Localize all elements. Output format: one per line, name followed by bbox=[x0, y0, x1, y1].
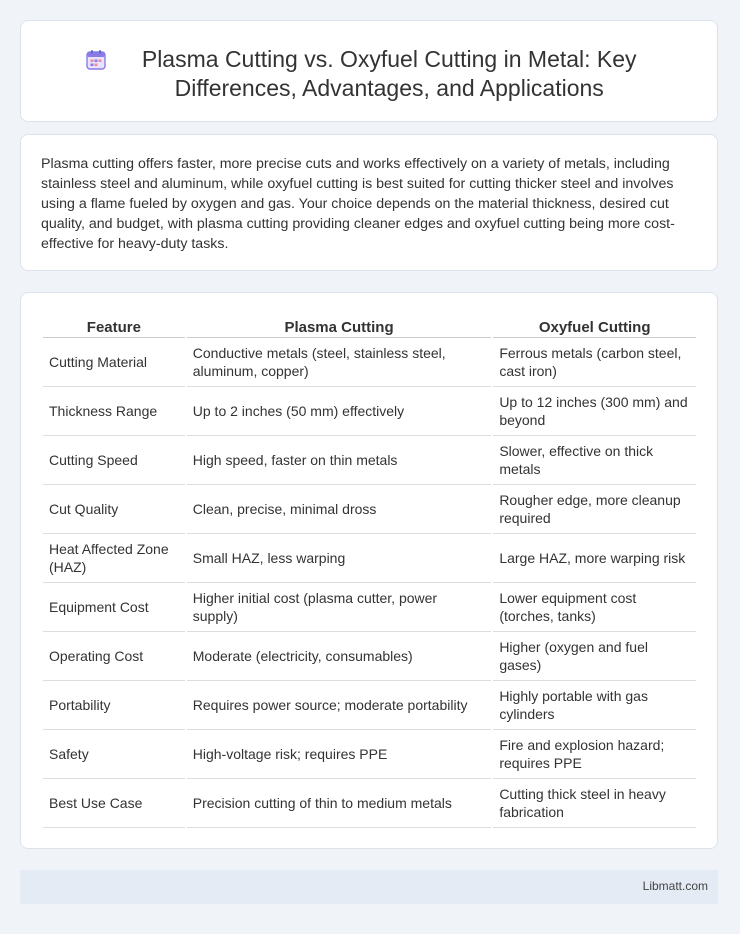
plasma-cell: Precision cutting of thin to medium metals bbox=[187, 779, 492, 828]
plasma-cell: High speed, faster on thin metals bbox=[187, 436, 492, 485]
oxyfuel-cell: Cutting thick steel in heavy fabrication bbox=[493, 779, 696, 828]
footer bbox=[20, 870, 718, 904]
plasma-cell: Conductive metals (steel, stainless steel, aluminum, copper) bbox=[187, 338, 492, 387]
table-row bbox=[43, 534, 696, 583]
feature-cell: Best Use Case bbox=[43, 779, 185, 828]
plasma-cell: Clean, precise, minimal dross bbox=[187, 485, 492, 534]
table-header-row bbox=[43, 315, 696, 338]
title-wrap bbox=[21, 45, 717, 103]
feature-cell: Equipment Cost bbox=[43, 583, 185, 632]
title-card bbox=[20, 20, 718, 122]
table-row bbox=[43, 681, 696, 730]
comparison-table-card bbox=[20, 292, 718, 849]
oxyfuel-cell: Slower, effective on thick metals bbox=[493, 436, 696, 485]
summary-text: Plasma cutting offers faster, more precise cuts and works effectively on a variety of metals, including stainless steel and aluminum, while oxyfuel cutting is best suited for cutting thicker steel and involves using a flame fueled by oxygen and gas. Your choice depends on the material thickness, desired cut quality, and budget, with plasma cutting providing cleaner edges and oxyfuel cutting being more cost-effective for heavy-duty tasks. bbox=[41, 156, 675, 252]
calendar-icon bbox=[84, 48, 108, 72]
header-plasma: Plasma Cutting bbox=[187, 315, 492, 338]
plasma-cell: Higher initial cost (plasma cutter, power supply) bbox=[187, 583, 492, 632]
table-row bbox=[43, 779, 696, 828]
oxyfuel-cell: Up to 12 inches (300 mm) and beyond bbox=[493, 387, 696, 436]
plasma-cell: Requires power source; moderate portability bbox=[187, 681, 492, 730]
comparison-table bbox=[41, 315, 698, 828]
feature-cell: Heat Affected Zone (HAZ) bbox=[43, 534, 185, 583]
table-row bbox=[43, 583, 696, 632]
header-oxyfuel: Oxyfuel Cutting bbox=[493, 315, 696, 338]
plasma-cell: Up to 2 inches (50 mm) effectively bbox=[187, 387, 492, 436]
feature-cell: Thickness Range bbox=[43, 387, 185, 436]
table-row bbox=[43, 436, 696, 485]
feature-cell: Cutting Material bbox=[43, 338, 185, 387]
feature-cell: Operating Cost bbox=[43, 632, 185, 681]
header-feature: Feature bbox=[43, 315, 185, 338]
page-title: Plasma Cutting vs. Oxyfuel Cutting in Metal: Key Differences, Advantages, and Applications bbox=[141, 46, 637, 101]
oxyfuel-cell: Ferrous metals (carbon steel, cast iron) bbox=[493, 338, 696, 387]
oxyfuel-cell: Large HAZ, more warping risk bbox=[493, 534, 696, 583]
oxyfuel-cell: Highly portable with gas cylinders bbox=[493, 681, 696, 730]
table-row bbox=[43, 485, 696, 534]
plasma-cell: High-voltage risk; requires PPE bbox=[187, 730, 492, 779]
feature-cell: Cutting Speed bbox=[43, 436, 185, 485]
summary-card bbox=[20, 134, 718, 271]
table-row bbox=[43, 338, 696, 387]
feature-cell: Portability bbox=[43, 681, 185, 730]
oxyfuel-cell: Fire and explosion hazard; requires PPE bbox=[493, 730, 696, 779]
feature-cell: Safety bbox=[43, 730, 185, 779]
oxyfuel-cell: Higher (oxygen and fuel gases) bbox=[493, 632, 696, 681]
table-row bbox=[43, 632, 696, 681]
table-row bbox=[43, 730, 696, 779]
oxyfuel-cell: Rougher edge, more cleanup required bbox=[493, 485, 696, 534]
feature-cell: Cut Quality bbox=[43, 485, 185, 534]
plasma-cell: Small HAZ, less warping bbox=[187, 534, 492, 583]
footer-site-link[interactable]: Libmatt.com bbox=[642, 879, 708, 893]
plasma-cell: Moderate (electricity, consumables) bbox=[187, 632, 492, 681]
oxyfuel-cell: Lower equipment cost (torches, tanks) bbox=[493, 583, 696, 632]
table-row bbox=[43, 387, 696, 436]
